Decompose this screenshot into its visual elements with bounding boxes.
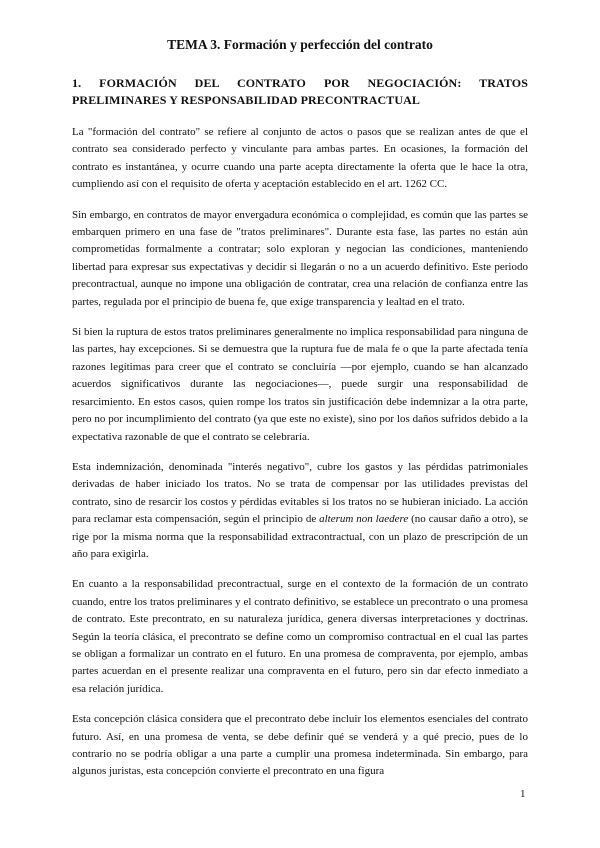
- document-page: [72, 36, 528, 794]
- paragraph-4-text-before: Esta indemnización, denominada "interés negativo", cubre los gastos y las pérdidas patrimoniales derivadas de haber iniciado los tratos. No se trata de compensar por las utilidades previstas del contrato, sino de resarcir los costos y pérdidas evitables si los tratos no se hubieran iniciado. La acción para reclamar esta compensación, según el principio de: [72, 460, 528, 526]
- paragraph-6: Esta concepción clásica considera que el precontrato debe incluir los elementos esenciales del contrato futuro. Así, en una promesa de venta, se debe definir qué se venderá y a qué precio, pues de lo contrario no se podría obligar a una parte a cumplir una promesa indeterminada. Sin embargo, para algunos juristas, esta concepción convierte el precontrato en una figura: [72, 713, 528, 778]
- paragraph-4-text-after: (no causar daño a otro), se rige por la misma norma que la responsabilidad extracontractual, con un plazo de prescripción de un año para exigirla.: [72, 513, 528, 560]
- paragraph-3: Si bien la ruptura de estos tratos preliminares generalmente no implica responsabilidad para ninguna de las partes, hay excepciones. Si se demuestra que la ruptura fue de mala fe o que la parte afectada tenía razones legítimas para creer que el contrato se concluiría —por ejemplo, cuando se han alcanzado acuerdos significativos durante las negociaciones—, puede surgir una responsabilidad de resarcimiento. En estos casos, quien rompe los tratos sin justificación debe indemnizar a la otra parte, pero no por incumplimiento del contrato (ya que este no existe), sino por los daños sufridos debido a la expectativa razonable de que el contrato se celebraría.: [72, 326, 528, 443]
- document-title: TEMA 3. Formación y perfección del contrato: [167, 37, 433, 52]
- paragraph-4: [72, 459, 528, 563]
- paragraph-2: Sin embargo, en contratos de mayor envergadura económica o complejidad, es común que las partes se embarquen primero en una fase de "tratos preliminares". Durante esta fase, las partes no están aún comprometidas formalmente a contratar; solo exploran y negocian las condiciones, manteniendo libertad para expresar sus expectativas y decidir si llegarán o no a un acuerdo definitivo. Este periodo precontractual, aunque no impone una obligación de contratar, crea una relación de confianza entre las partes, regulada por el principio de buena fe, que exige transparencia y lealtad en el trato.: [72, 208, 528, 308]
- paragraph-1: La "formación del contrato" se refiere al conjunto de actos o pasos que se realizan antes de que el contrato sea considerado perfecto y vinculante para ambas partes. En ocasiones, la formación del contrato es instantánea, y ocurre cuando una parte acepta directamente la oferta que le hace la otra, cumpliendo así con el requisito de oferta y aceptación establecido en el art. 1262 CC.: [72, 126, 528, 191]
- paragraph-4-italic-term: alterum non laedere: [319, 513, 409, 526]
- page-number: 1: [520, 788, 526, 800]
- paragraph-5: En cuanto a la responsabilidad precontractual, surge en el contexto de la formación de un contrato cuando, entre los tratos preliminares y el contrato definitivo, se establece un precontrato o una promesa de contrato. Este precontrato, en su naturaleza jurídica, genera diversas interpretaciones y doctrinas. Según la teoría clásica, el precontrato se define como un compromiso contractual en el cual las partes se obligan a formalizar un contrato en el futuro. En una promesa de compraventa, por ejemplo, ambas partes acuerdan en el presente realizar una compraventa en el futuro, pero sin dar efecto inmediato a esa relación jurídica.: [72, 578, 528, 695]
- section-heading: 1. FORMACIÓN DEL CONTRATO POR NEGOCIACIÓN: TRATOS PRELIMINARES Y RESPONSABILIDAD PRECONTRACTUAL: [72, 76, 528, 107]
